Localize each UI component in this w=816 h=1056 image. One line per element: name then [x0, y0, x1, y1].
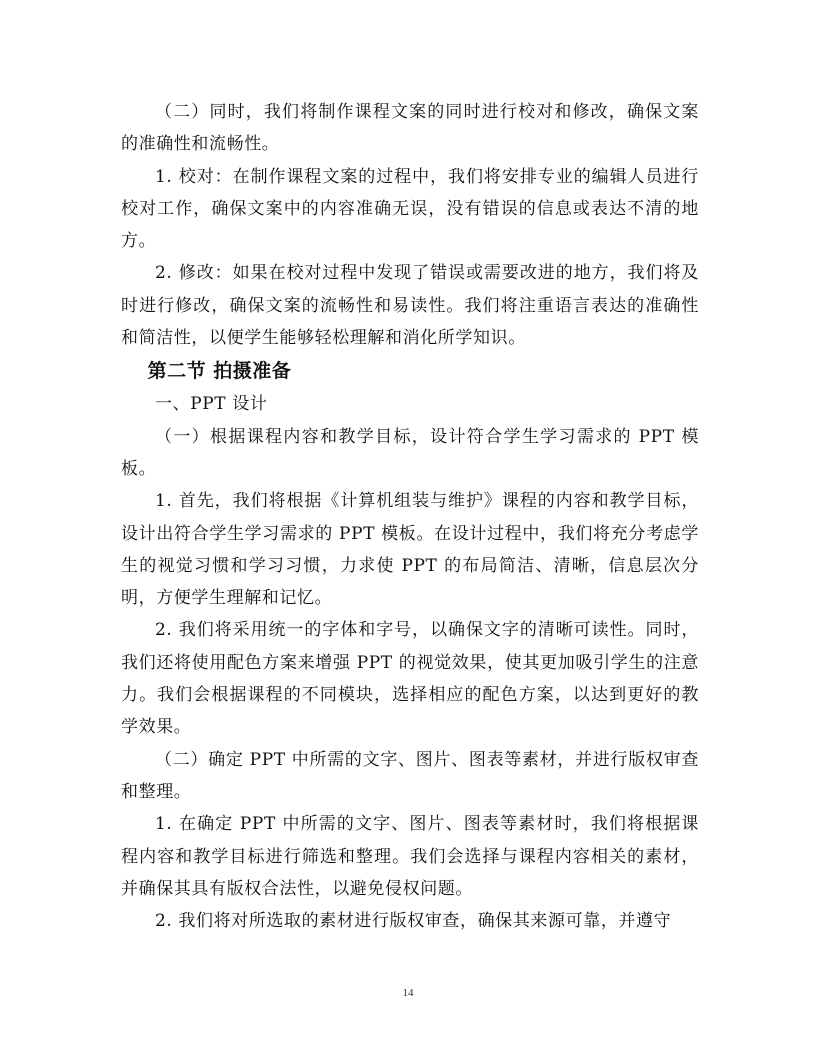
paragraph-ppt-materials: （二）确定 PPT 中所需的文字、图片、图表等素材，并进行版权审查和整理。 [121, 749, 699, 802]
page-content [121, 96, 699, 937]
section-heading: 第二节 拍摄准备 [147, 360, 292, 383]
paragraph-proofread: 1. 校对：在制作课程文案的过程中，我们将安排专业的编辑人员进行校对工作，确保文案中的内容准确无误，没有错误的信息或表达不清的地方。 [121, 166, 699, 252]
paragraph-ppt-template-1: 1. 首先，我们将根据《计算机组装与维护》课程的内容和教学目标，设计出符合学生学习需求的 PPT 模板。在设计过程中，我们将充分考虑学生的视觉习惯和学习习惯，力求使 PPT 的布局简洁、清晰，信息层次分明，方便学生理解和记忆。 [121, 491, 699, 609]
paragraph-ppt-materials-2: 2. 我们将对所选取的素材进行版权审查，确保其来源可靠，并遵守 [155, 911, 672, 932]
paragraph-revise: 2. 修改：如果在校对过程中发现了错误或需要改进的地方，我们将及时进行修改，确保文案的流畅性和易读性。我们将注重语言表达的准确性和简洁性，以便学生能够轻松理解和消化所学知识。 [121, 263, 699, 349]
paragraph-proofread-intro: （二）同时，我们将制作课程文案的同时进行校对和修改，确保文案的准确性和流畅性。 [121, 102, 699, 155]
subsection-heading-ppt-design: 一、PPT 设计 [155, 394, 268, 415]
paragraph-ppt-template: （一）根据课程内容和教学目标，设计符合学生学习需求的 PPT 模板。 [121, 426, 699, 479]
page-number: 14 [402, 987, 414, 999]
paragraph-ppt-materials-1: 1. 在确定 PPT 中所需的文字、图片、图表等素材时，我们将根据课程内容和教学目标进行筛选和整理。我们会选择与课程内容相关的素材，并确保其具有版权合法性，以避免侵权问题。 [121, 814, 699, 899]
paragraph-ppt-template-2: 2. 我们将采用统一的字体和字号，以确保文字的清晰可读性。同时，我们还将使用配色方案来增强 PPT 的视觉效果，使其更加吸引学生的注意力。我们会根据课程的不同模块，选择相应的配色方案，以达到更好的教学效果。 [121, 620, 699, 738]
